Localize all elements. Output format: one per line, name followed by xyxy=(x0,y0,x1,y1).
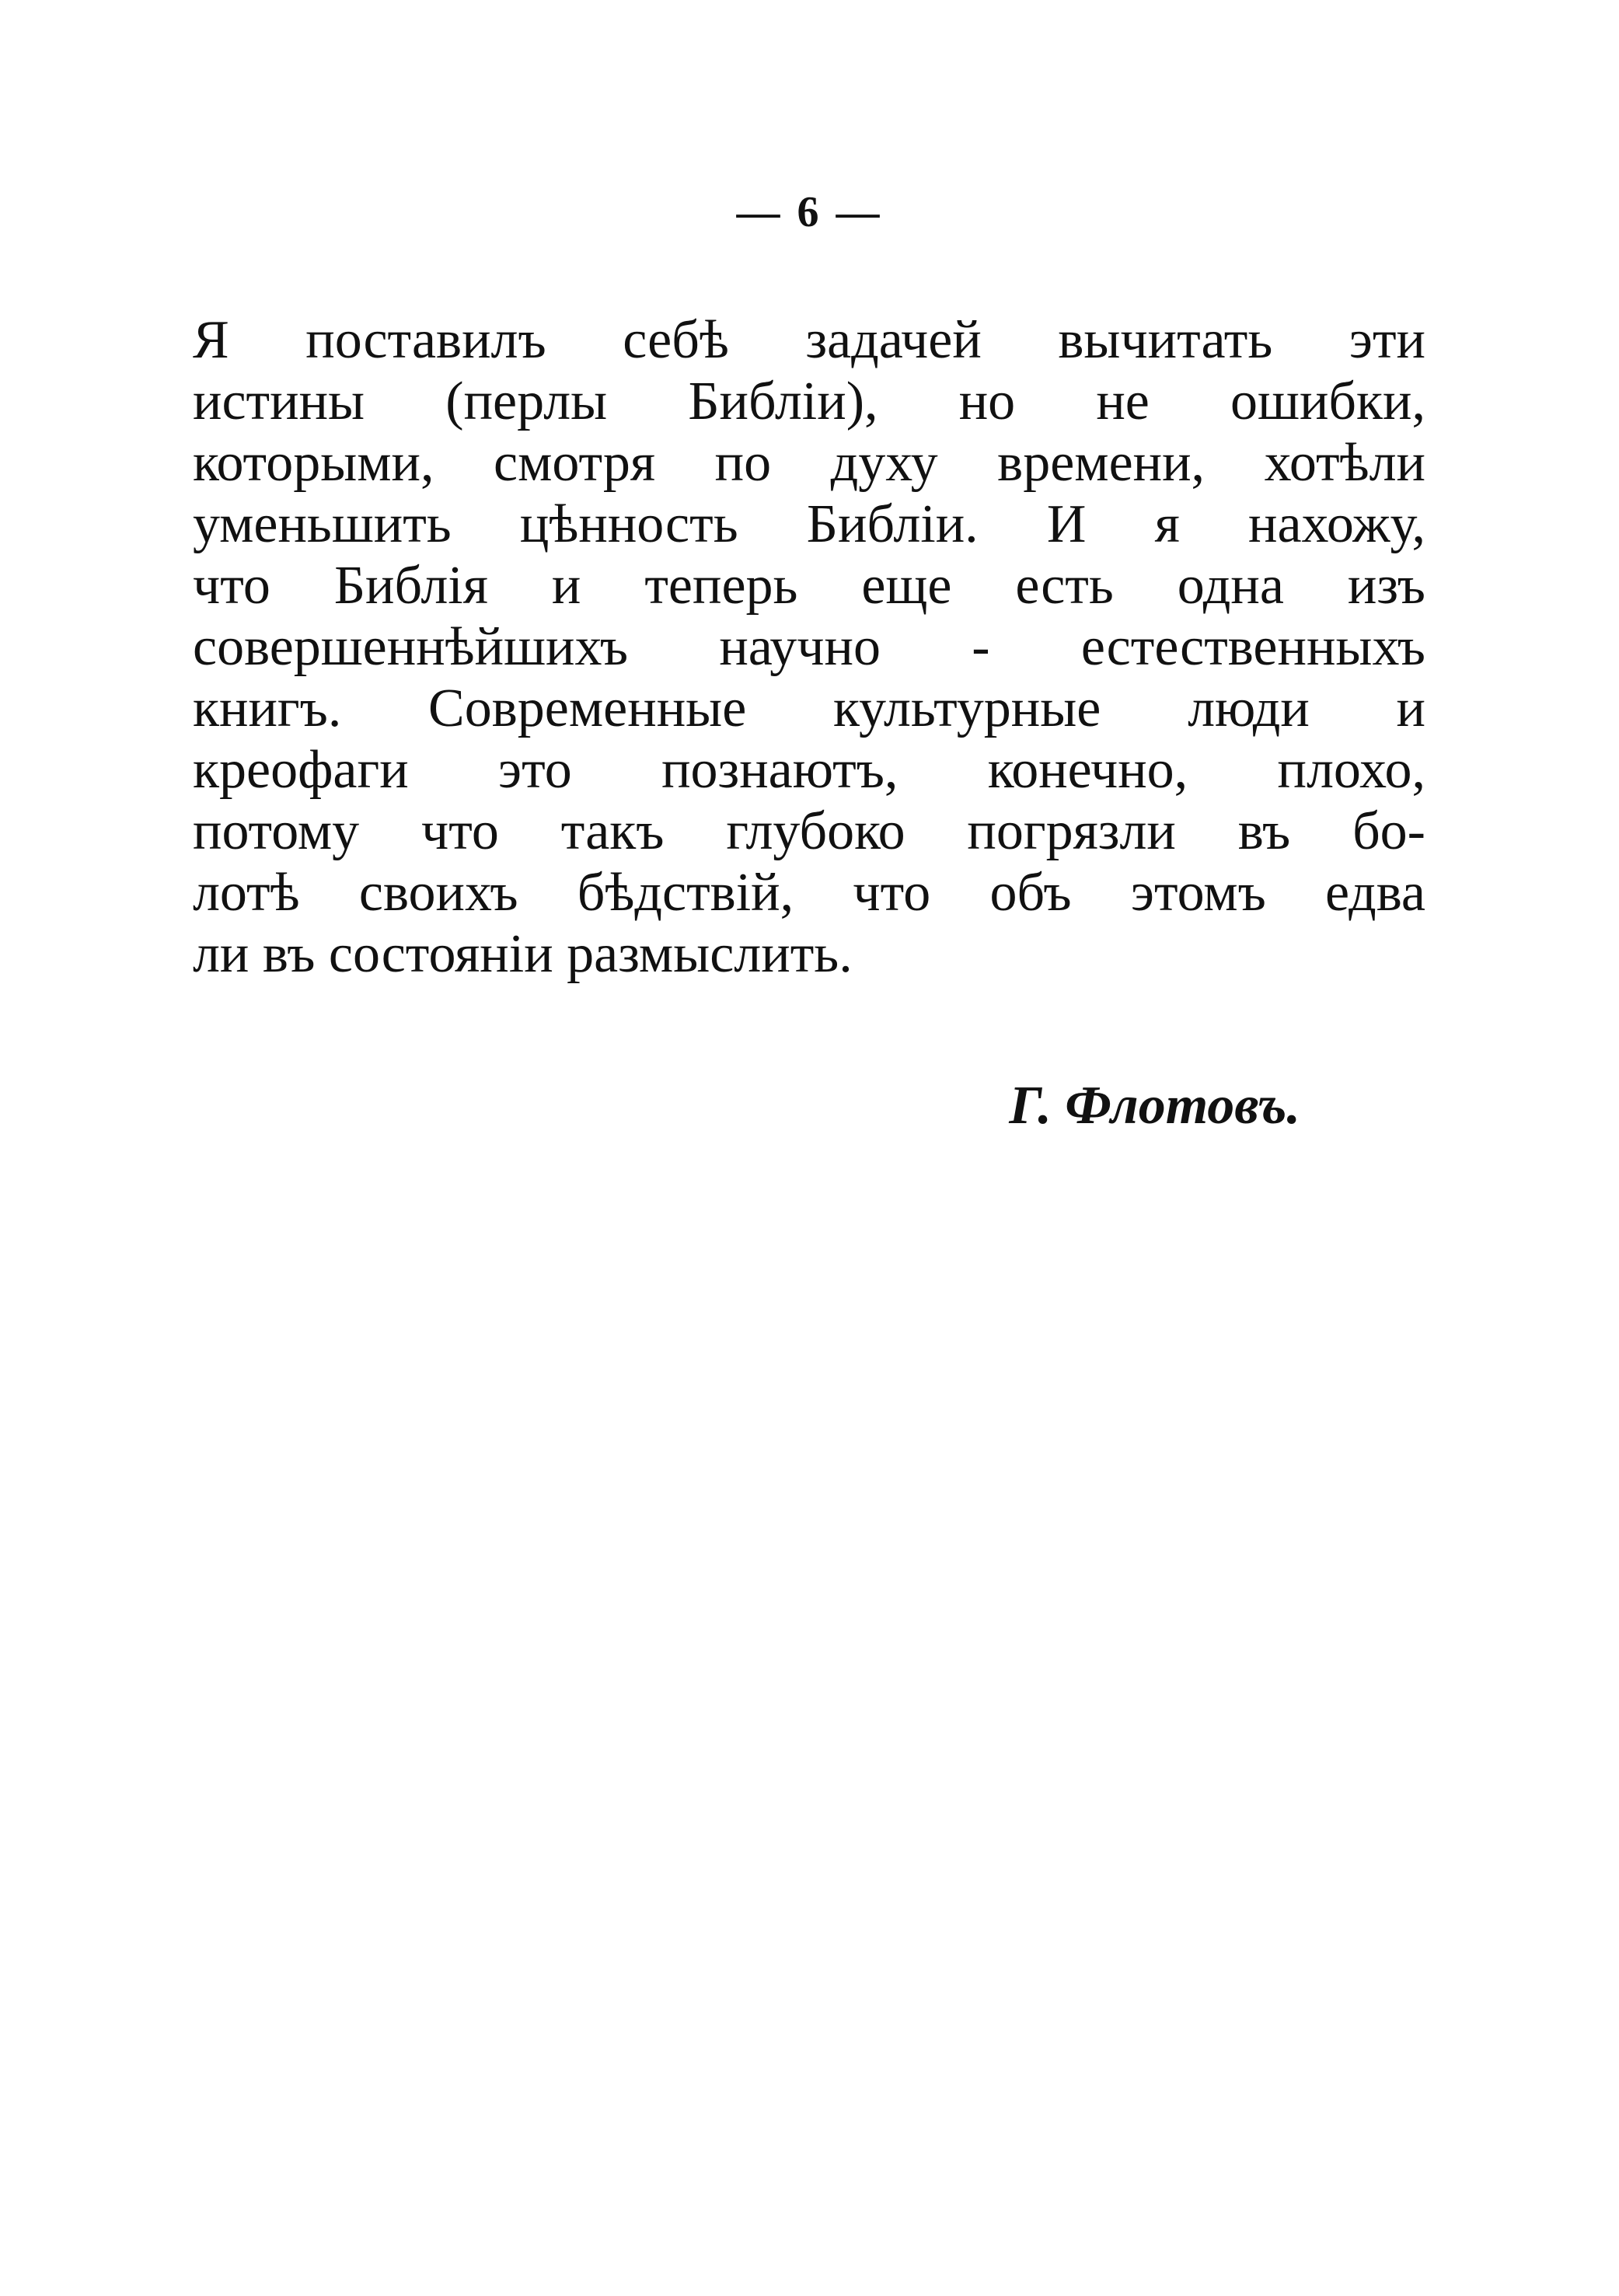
paragraph-line: потому что такъ глубоко погрязли въ бо- xyxy=(193,801,1425,861)
paragraph-line: лотѣ своихъ бѣдствій, что объ этомъ едва xyxy=(193,863,1425,923)
paragraph-line: что Библія и теперь еще есть одна изъ xyxy=(193,556,1425,616)
body-paragraph xyxy=(193,309,1425,985)
paragraph-line: креофаги это познаютъ, конечно, плохо, xyxy=(193,740,1425,800)
paragraph-line: ли въ состояніи размыслить. xyxy=(193,924,853,984)
paragraph-line: истины (перлы Библіи), но не ошибки, xyxy=(193,372,1425,431)
paragraph-line: Я поставилъ себѣ задачей вычитать эти xyxy=(193,310,1425,370)
paragraph-line: совершеннѣйшихъ научно - естественныхъ xyxy=(193,617,1425,677)
paragraph-line: уменьшить цѣнность Библіи. И я нахожу, xyxy=(193,494,1425,554)
paragraph-line: книгъ. Современные культурные люди и xyxy=(193,679,1425,738)
page-number: — 6 — xyxy=(736,188,883,236)
paragraph-line: которыми, смотря по духу времени, хотѣли xyxy=(193,433,1425,493)
author-signature: Г. Флотовъ. xyxy=(1009,1076,1300,1136)
